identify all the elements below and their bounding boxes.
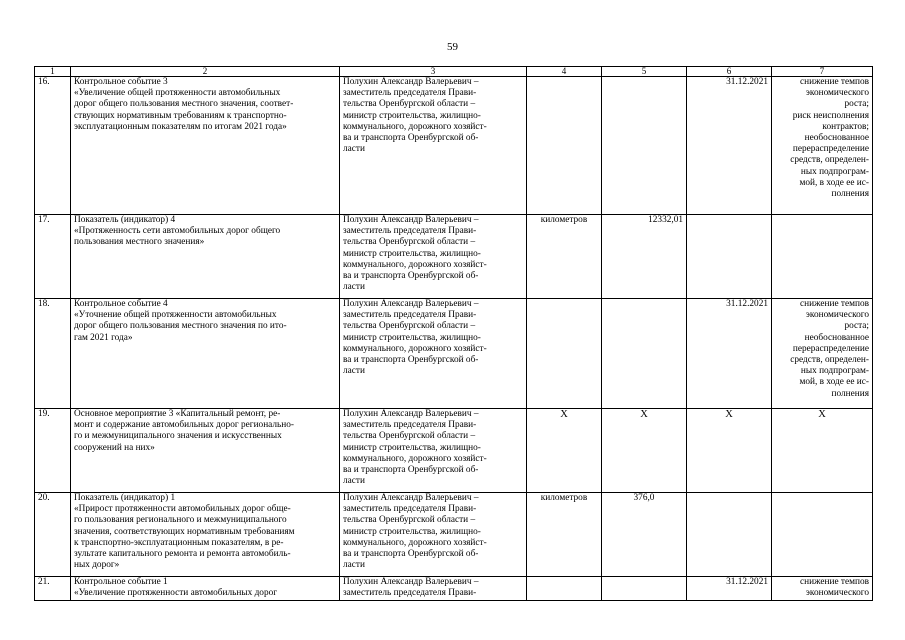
row-number: 16.	[35, 77, 71, 215]
date-cell: 31.12.2021	[687, 77, 772, 215]
event-name: Контрольное событие 1 «Увеличение протяженности автомобильных дорог	[71, 577, 340, 601]
event-name: Контрольное событие 4 «Уточнение общей протяженности автомобильных дорог общего пользования местного значения по ито- гам 2021 года»	[71, 299, 340, 409]
risk-cell	[772, 215, 873, 299]
date-cell	[687, 493, 772, 577]
column-number: 6	[687, 67, 772, 77]
date-cell	[687, 215, 772, 299]
column-number: 1	[35, 67, 71, 77]
responsible-person: Полухин Александр Валерьевич – заместитель председателя Прави- тельства Оренбургской области – министр строительства, жилищно- коммунального, дорожного хозяйст- ва и транспорта Оренбургской об- ласти	[340, 299, 527, 409]
unit-cell: километров	[527, 215, 602, 299]
column-number: 5	[602, 67, 687, 77]
responsible-person: Полухин Александр Валерьевич – заместитель председателя Прави- тельства Оренбургской области – министр строительства, жилищно- коммунального, дорожного хозяйст- ва и транспорта Оренбургской об- ласти	[340, 215, 527, 299]
risk-cell: снижение темпов экономического	[772, 577, 873, 601]
event-name: Показатель (индикатор) 4 «Протяженность сети автомобильных дорог общего пользования местного значения»	[71, 215, 340, 299]
responsible-person: Полухин Александр Валерьевич – заместитель председателя Прави- тельства Оренбургской области – министр строительства, жилищно- коммунального, дорожного хозяйст- ва и транспорта Оренбургской об- ласти	[340, 77, 527, 215]
responsible-person: Полухин Александр Валерьевич – заместитель председателя Прави- тельства Оренбургской области – министр строительства, жилищно- коммунального, дорожного хозяйст- ва и транспорта Оренбургской об- ласти	[340, 409, 527, 493]
row-number: 21.	[35, 577, 71, 601]
risk-cell: Х	[772, 409, 873, 493]
table-row	[35, 577, 873, 601]
row-number: 20.	[35, 493, 71, 577]
column-number: 3	[340, 67, 527, 77]
column-number: 7	[772, 67, 873, 77]
date-cell: Х	[687, 409, 772, 493]
value-cell	[602, 577, 687, 601]
plan-table	[34, 66, 873, 601]
row-number: 19.	[35, 409, 71, 493]
responsible-person: Полухин Александр Валерьевич – заместитель председателя Прави-	[340, 577, 527, 601]
event-name: Показатель (индикатор) 1 «Прирост протяженности автомобильных дорог обще- го пользования регионального и межмуниципального значения, соответствующих нормативным требованиям к транспортно-эксплуатационным показателям, в ре- зультате капитального ремонта и ремонта автомобиль- ных дорог»	[71, 493, 340, 577]
date-cell: 31.12.2021	[687, 577, 772, 601]
risk-cell	[772, 493, 873, 577]
table-row	[35, 77, 873, 215]
unit-cell: Х	[527, 409, 602, 493]
column-number: 2	[71, 67, 340, 77]
table-row	[35, 493, 873, 577]
event-name: Основное мероприятие 3 «Капитальный ремонт, ре- монт и содержание автомобильных дорог регионально- го и межмуниципального значения и искусственных сооружений на них»	[71, 409, 340, 493]
table-row	[35, 299, 873, 409]
risk-cell: снижение темпов экономического роста; риск неисполнения контрактов; необоснованное перераспределение средств, определен- ных подпрограм- мой, в ходе ее ис- полнения	[772, 77, 873, 215]
page-number: 59	[447, 41, 458, 53]
responsible-person: Полухин Александр Валерьевич – заместитель председателя Прави- тельства Оренбургской области – министр строительства, жилищно- коммунального, дорожного хозяйст- ва и транспорта Оренбургской об- ласти	[340, 493, 527, 577]
risk-cell: снижение темпов экономического роста; необоснованное перераспределение средств, определен- ных подпрограм- мой, в ходе ее ис- полнения	[772, 299, 873, 409]
unit-cell	[527, 77, 602, 215]
table-row	[35, 215, 873, 299]
value-cell: 376,0	[602, 493, 687, 577]
column-number: 4	[527, 67, 602, 77]
value-cell	[602, 299, 687, 409]
unit-cell	[527, 577, 602, 601]
row-number: 17.	[35, 215, 71, 299]
row-number: 18.	[35, 299, 71, 409]
unit-cell: километров	[527, 493, 602, 577]
value-cell: 12332,01	[602, 215, 687, 299]
date-cell: 31.12.2021	[687, 299, 772, 409]
unit-cell	[527, 299, 602, 409]
value-cell	[602, 77, 687, 215]
value-cell: Х	[602, 409, 687, 493]
table-row	[35, 409, 873, 493]
column-number-row	[35, 67, 873, 77]
event-name: Контрольное событие 3 «Увеличение общей протяженности автомобильных дорог общего пользования местного значения, соответ- ствующих нормативным требованиям к транспортно- эксплуатационным показателям по итогам 2021 года»	[71, 77, 340, 215]
